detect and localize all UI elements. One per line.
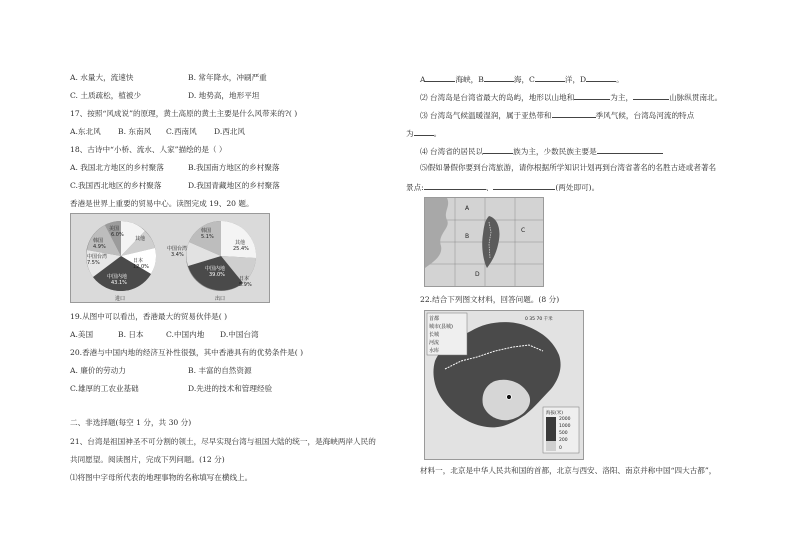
export-label-taiwan: 中国台湾 xyxy=(167,246,188,252)
altitude-value: 200 xyxy=(559,438,568,443)
q22-stem: 22.结合下列图文材料，回答问题。(8 分) xyxy=(420,295,560,304)
blank-a[interactable] xyxy=(425,73,455,82)
altitude-value: 2000 xyxy=(559,417,571,422)
blank-climate[interactable] xyxy=(552,109,596,118)
map-scale: 0 35 70 千米 xyxy=(525,317,553,322)
sub3-text-pre: ⑶ 台湾岛气候温暖湿润，属于亚热带和 xyxy=(420,111,552,120)
hk-intro: 香港是世界上重要的贸易中心。读图完成 19、20 题。 xyxy=(70,199,254,208)
legend-river: 河流 xyxy=(429,340,440,346)
import-label-japan-pct: 12.0% xyxy=(133,264,149,270)
q20-stem: 20.香港与中国内地的经济互补性很强，其中香港具有的优势条件是( ) xyxy=(70,348,304,357)
q21-sub2 xyxy=(420,91,722,103)
import-label-mainland-pct: 43.1% xyxy=(111,280,127,286)
sub2-text-pre: ⑵ 台湾岛是台湾省最大的岛屿，地形以山地和 xyxy=(420,93,575,102)
map-label-a: A xyxy=(465,205,470,212)
export-label-korea-pct: 5.1% xyxy=(201,234,214,240)
q17-stem: 17、按照“风成说”的原理，黄土高原的黄土主要是什么风带来的?( ) xyxy=(70,109,298,118)
blank-terrain[interactable] xyxy=(574,91,610,100)
q21-sub4 xyxy=(420,145,663,157)
q16-option-c: C. 土质疏松，植被少 xyxy=(70,91,142,100)
sub3-line2-sfx: 。 xyxy=(433,129,442,138)
q21-blanks-line xyxy=(420,73,624,85)
blank-river-feature[interactable] xyxy=(414,127,434,136)
import-label-other: 其他 xyxy=(135,236,146,242)
import-label-usa: 美国 xyxy=(109,226,120,232)
q19-option-b: B. 日本 xyxy=(118,330,144,339)
export-label-japan: 日本 xyxy=(239,276,250,282)
q21-sub3-line2 xyxy=(406,127,441,139)
sub3-text-sfx: 季风气候，台湾岛河流的特点 xyxy=(595,111,695,120)
sub4-text-pre: ⑷ 台湾省的居民以 xyxy=(420,147,484,156)
blank-d[interactable] xyxy=(586,73,616,82)
q19-option-a: A.美国 xyxy=(70,330,94,339)
import-label-usa-pct: 6.0% xyxy=(111,232,124,238)
q18-option-a: A. 我国北方地区的乡村聚落 xyxy=(70,163,164,172)
q19-option-d: D.中国台湾 xyxy=(220,330,259,339)
q16-option-a: A. 水量大，流速快 xyxy=(70,73,134,82)
blank-ethnic-main[interactable] xyxy=(483,145,513,154)
capital-marker-icon xyxy=(507,395,512,400)
export-label-japan-pct: 5.9% xyxy=(239,282,252,288)
map-label-d: D xyxy=(475,271,480,278)
blank-b[interactable] xyxy=(484,73,514,82)
map-label-c: C xyxy=(521,227,526,234)
legend-capital: 首都 xyxy=(429,316,440,322)
export-label-korea: 韩国 xyxy=(201,228,212,234)
q21-sub5-line2 xyxy=(406,181,599,193)
label-c: 海，C xyxy=(513,75,535,84)
altitude-ramp-low xyxy=(546,441,556,451)
legend-wall: 长城 xyxy=(429,332,440,338)
sub3-line2-pre: 为 xyxy=(406,129,414,138)
q18-stem: 18、古诗中“小桥、流水、人家”描绘的是（ ） xyxy=(70,145,227,154)
q21-sub5-line1: ⑸假如暑假你要到台湾旅游，请你根据所学知识计划再到台湾省著名的名胜古迹或者著名 xyxy=(420,163,717,172)
q17-option-c: C.西南风 xyxy=(166,127,197,136)
import-label-taiwan: 中国台湾 xyxy=(87,254,108,260)
legend-city: 城市(县城) xyxy=(429,324,453,330)
export-label-mainland: 中国内地 xyxy=(205,266,226,272)
export-pie xyxy=(167,221,256,291)
mainland-coast xyxy=(425,198,448,268)
q19-option-c: C.中国内地 xyxy=(166,330,205,339)
q19-stem: 19.从图中可以看出，香港最大的贸易伙伴是( ) xyxy=(70,312,228,321)
export-label-mainland-pct: 39.0% xyxy=(209,272,225,278)
sub2-text-mid: 为主， xyxy=(610,93,634,102)
material-1: 材料一，北京是中华人民共和国的首都，北京与西安、洛阳、南京并称中国“四大古都”， xyxy=(420,466,717,475)
q18-option-b: B.我国南方地区的乡村聚落 xyxy=(188,163,280,172)
q21-sub1: ⑴将图中字母所代表的地理事物的名称填写在横线上。 xyxy=(70,473,253,482)
sub4-text-mid: 族为主，少数民族主要是 xyxy=(513,147,597,156)
line-end: 。 xyxy=(616,75,624,84)
import-label-korea: 韩国 xyxy=(93,238,104,244)
label-b: 海峡，B xyxy=(455,75,484,84)
import-label-mainland: 中国内地 xyxy=(107,274,128,280)
hk-trade-pies xyxy=(71,214,269,302)
legend-reservoir: 水库 xyxy=(429,348,440,354)
altitude-title: 海拔(米) xyxy=(546,411,564,416)
sub5-line2-sfx: (两处即可)。 xyxy=(555,183,600,192)
taiwan-island xyxy=(482,216,499,268)
export-label-other: 其他 xyxy=(235,240,246,246)
section-2-heading: 二、非选择题(每空 1 分，共 30 分) xyxy=(70,418,192,427)
export-caption: 出口 xyxy=(215,296,226,302)
q16-option-b: B. 常年降水，冲刷严重 xyxy=(188,73,267,82)
q17-option-d: D.西北风 xyxy=(214,127,246,136)
q17-option-b: B. 东南风 xyxy=(118,127,152,136)
q18-option-c: C.我国西北地区的乡村聚落 xyxy=(70,181,162,190)
blank-c[interactable] xyxy=(535,73,565,82)
label-a: A xyxy=(420,75,426,84)
import-caption: 进口 xyxy=(115,296,126,302)
hk-trade-pie-figure xyxy=(70,213,270,303)
q20-option-a: A. 廉价的劳动力 xyxy=(70,366,126,375)
q20-option-b: B. 丰富的自然资源 xyxy=(188,366,252,375)
blank-scenic-1[interactable] xyxy=(424,181,486,190)
import-label-japan: 日本 xyxy=(133,258,144,264)
q16-option-d: D. 地势高，地形平坦 xyxy=(188,91,260,100)
sub5-line2-mid: 、 xyxy=(485,183,494,192)
import-label-taiwan-pct: 7.5% xyxy=(87,260,100,266)
map-label-b: B xyxy=(465,233,470,240)
q17-option-a: A.东北风 xyxy=(70,127,101,136)
sub5-line2-pre: 景点: xyxy=(406,183,424,192)
blank-mountain[interactable] xyxy=(633,91,669,100)
taiwan-map-figure xyxy=(424,197,544,287)
import-label-korea-pct: 4.9% xyxy=(93,244,106,250)
sub2-text-sfx: 山脉纵贯南北。 xyxy=(669,93,723,102)
beijing-map xyxy=(425,311,583,459)
beijing-map-figure xyxy=(424,310,584,460)
taiwan-map xyxy=(425,198,543,286)
q20-option-d: D.先进的技术和管理经验 xyxy=(188,384,273,393)
label-d: 洋，D xyxy=(564,75,587,84)
q18-option-d: D.我国青藏地区的乡村聚落 xyxy=(188,181,280,190)
q21-stem-line2: 共同愿望。阅读图片，完成下列问题。(12 分) xyxy=(70,455,225,464)
altitude-value: 0 xyxy=(559,446,562,451)
blank-scenic-2[interactable] xyxy=(493,181,555,190)
altitude-value: 500 xyxy=(559,431,568,436)
export-label-taiwan-pct: 3.4% xyxy=(171,252,184,258)
export-label-other-pct: 25.4% xyxy=(233,246,249,252)
import-pie xyxy=(86,221,156,291)
q20-option-c: C.雄厚的工农业基础 xyxy=(70,384,139,393)
q21-sub3 xyxy=(420,109,694,121)
blank-ethnic-minority[interactable] xyxy=(597,145,663,154)
altitude-value: 1000 xyxy=(559,424,571,429)
q21-stem-line1: 21、台湾是祖国神圣不可分割的领土，尽早实现台湾与祖国大陆的统一，是海峡两岸人民的 xyxy=(70,437,376,446)
